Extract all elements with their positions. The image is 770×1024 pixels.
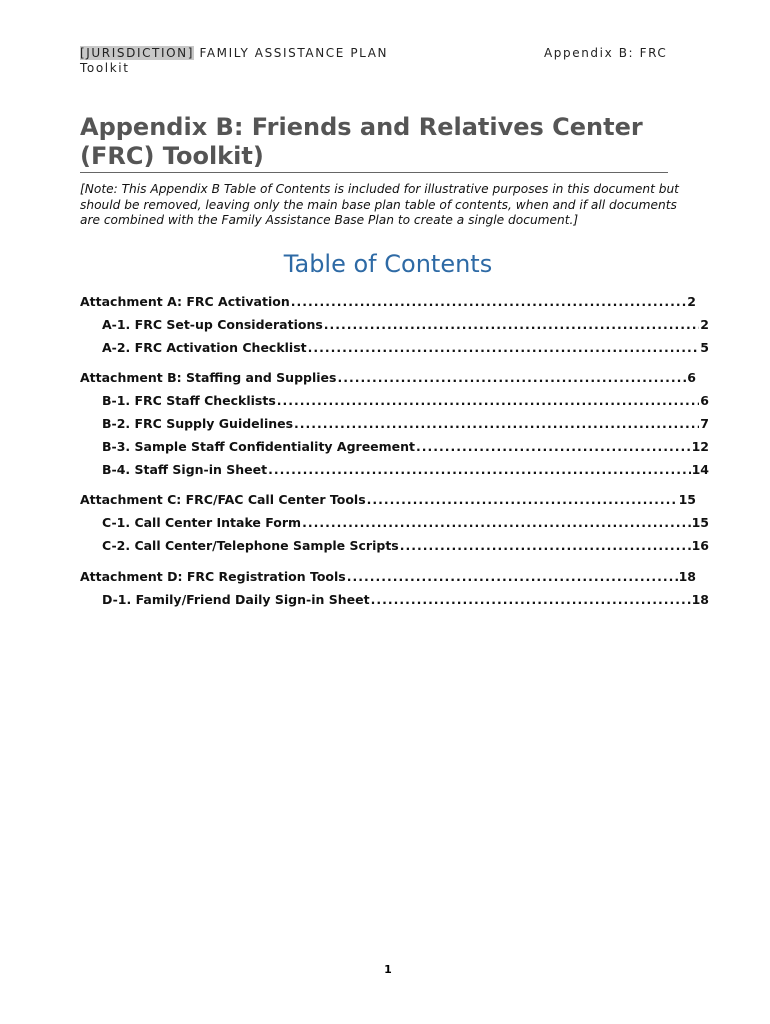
toc-entry-attachment-d[interactable] — [80, 569, 696, 585]
toc-entry-page: 2 — [700, 317, 709, 332]
toc-entry-page: 14 — [691, 462, 709, 477]
toc-entry-b-3[interactable] — [102, 439, 709, 455]
toc-entry-page: 6 — [687, 370, 696, 385]
toc-entry-page: 2 — [687, 294, 696, 309]
toc-entry-page: 15 — [691, 515, 709, 530]
toc-entry-a-1[interactable] — [102, 317, 709, 333]
toc-leader-dots — [302, 515, 691, 531]
toc-entry-page: 18 — [691, 592, 709, 607]
page-title-line2: (FRC) Toolkit) — [80, 142, 264, 170]
toc-entry-label: Attachment B: Staffing and Supplies — [80, 370, 337, 385]
toc-entry-page: 7 — [700, 416, 709, 431]
toc-entry-c-1[interactable] — [102, 515, 709, 531]
toc-entry-label: C-1. Call Center Intake Form — [102, 515, 302, 530]
toc-entry-label: D-1. Family/Friend Daily Sign-in Sheet — [102, 592, 370, 607]
toc-entry-page: 12 — [691, 439, 709, 454]
toc-leader-dots — [337, 370, 686, 386]
toc-leader-dots — [367, 492, 678, 508]
toc-entry-label: Attachment D: FRC Registration Tools — [80, 569, 346, 584]
toc-entry-page: 15 — [678, 492, 696, 507]
header-plan-title — [80, 46, 440, 76]
toc-leader-dots — [277, 393, 700, 409]
toc-entry-page: 5 — [700, 340, 709, 355]
page-title — [80, 113, 668, 173]
toc-leader-dots — [308, 340, 700, 356]
toc-leader-dots — [416, 439, 691, 455]
toc-entry-a-2[interactable] — [102, 340, 709, 356]
toc-entry-c-2[interactable] — [102, 538, 709, 554]
toc-entry-label: B-3. Sample Staff Confidentiality Agreement — [102, 439, 416, 454]
toc-entry-attachment-c[interactable] — [80, 492, 696, 508]
header-appendix-label: Appendix B: FRC — [544, 46, 668, 60]
toc-entry-label: Attachment C: FRC/FAC Call Center Tools — [80, 492, 366, 507]
toc-entry-page: 16 — [691, 538, 709, 553]
illustrative-note: [Note: This Appendix B Table of Contents is included for illustrative purposes in this document but should be removed, leaving only the main base plan table of contents, when and if all documents are combined with the Family Assistance Base Plan to create a single document.] — [80, 182, 679, 227]
toc-entry-label: Attachment A: FRC Activation — [80, 294, 290, 309]
toc-leader-dots — [324, 317, 700, 333]
toc-entry-attachment-a[interactable] — [80, 294, 696, 310]
header-plan-line1: FAMILY ASSISTANCE PLAN — [194, 46, 389, 60]
toc-leader-dots — [371, 592, 691, 608]
toc-entry-page: 6 — [700, 393, 709, 408]
toc-entry-b-2[interactable] — [102, 416, 709, 432]
toc-leader-dots — [347, 569, 678, 585]
toc-leader-dots — [400, 538, 691, 554]
toc-entry-d-1[interactable] — [102, 592, 709, 608]
page-number: 1 — [384, 963, 392, 976]
toc-leader-dots — [294, 416, 699, 432]
toc-entry-label: C-2. Call Center/Telephone Sample Scripts — [102, 538, 399, 553]
page-title-line1: Appendix B: Friends and Relatives Center — [80, 113, 643, 141]
toc-entry-b-1[interactable] — [102, 393, 709, 409]
toc-entry-label: A-1. FRC Set-up Considerations — [102, 317, 323, 332]
jurisdiction-placeholder: [JURISDICTION] — [80, 46, 195, 60]
toc-leader-dots — [291, 294, 687, 310]
toc-entry-label: B-1. FRC Staff Checklists — [102, 393, 276, 408]
toc-entry-attachment-b[interactable] — [80, 370, 696, 386]
toc-entry-page: 18 — [678, 569, 696, 584]
toc-entry-label: A-2. FRC Activation Checklist — [102, 340, 307, 355]
header-plan-line2: Toolkit — [80, 61, 130, 75]
toc-entry-label: B-2. FRC Supply Guidelines — [102, 416, 294, 431]
toc-heading: Table of Contents — [283, 250, 493, 278]
toc-entry-label: B-4. Staff Sign-in Sheet — [102, 462, 268, 477]
toc-leader-dots — [268, 462, 690, 478]
toc-entry-b-4[interactable] — [102, 462, 709, 478]
